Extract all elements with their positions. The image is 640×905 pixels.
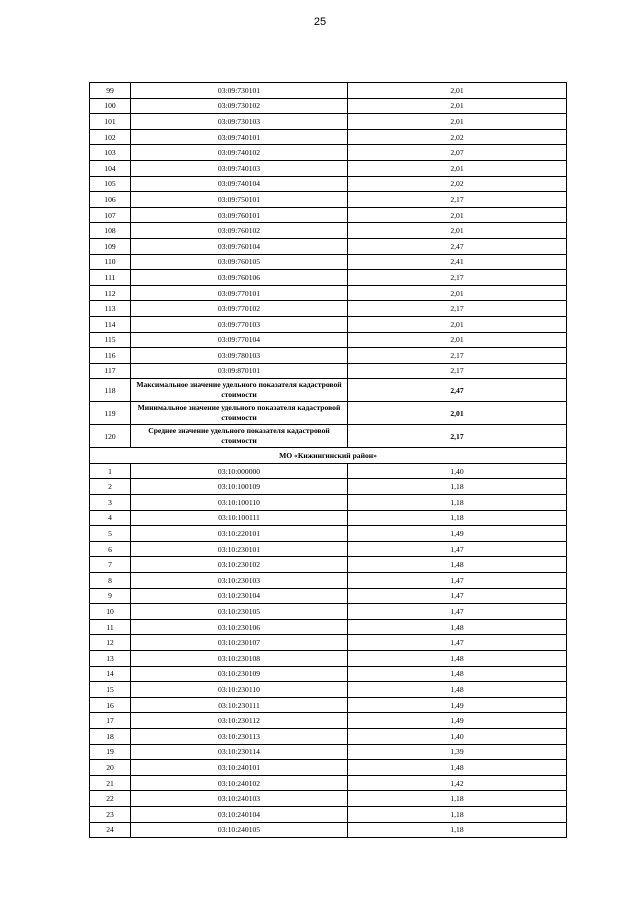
- cadastral-quarter: 03:10:240101: [131, 760, 348, 776]
- row-number: 114: [90, 316, 131, 332]
- specific-value: 1,47: [348, 588, 567, 604]
- row-number: 13: [90, 651, 131, 667]
- table-row: [90, 775, 567, 791]
- row-number: 20: [90, 760, 131, 776]
- row-number: 21: [90, 775, 131, 791]
- cadastral-quarter: 03:09:770101: [131, 285, 348, 301]
- page-number: 25: [313, 16, 327, 28]
- specific-value: 1,18: [348, 822, 567, 838]
- specific-value: 1,48: [348, 619, 567, 635]
- table-row: [90, 98, 567, 114]
- table-row: [90, 463, 567, 479]
- table-row: [90, 541, 567, 557]
- table-row: [90, 557, 567, 573]
- row-number: 18: [90, 728, 131, 744]
- cadastral-quarter: 03:09:740101: [131, 129, 348, 145]
- table-row: [90, 114, 567, 130]
- row-number: 11: [90, 619, 131, 635]
- specific-value: 1,49: [348, 713, 567, 729]
- specific-value: 1,18: [348, 495, 567, 511]
- table-row: [90, 270, 567, 286]
- table-row: [90, 495, 567, 511]
- table-row: [90, 713, 567, 729]
- section-title: МО «Кижингинский район»: [90, 448, 567, 464]
- table-row: [90, 285, 567, 301]
- specific-value: 2,17: [348, 192, 567, 208]
- specific-value: 2,01: [348, 223, 567, 239]
- specific-value: 1,48: [348, 666, 567, 682]
- summary-label: Минимальное значение удельного показателя кадастровой стоимости: [131, 402, 348, 425]
- specific-value: 2,47: [348, 238, 567, 254]
- specific-value: 2,01: [348, 114, 567, 130]
- row-number: 115: [90, 332, 131, 348]
- row-number: 113: [90, 301, 131, 317]
- row-number: 19: [90, 744, 131, 760]
- table-row: [90, 479, 567, 495]
- table-row: [90, 363, 567, 379]
- summary-rows: [90, 379, 567, 448]
- row-number: 22: [90, 791, 131, 807]
- specific-value: 2,01: [348, 402, 567, 425]
- table-row: [90, 510, 567, 526]
- cadastral-quarter: 03:10:230111: [131, 697, 348, 713]
- row-number: 117: [90, 363, 131, 379]
- row-number: 110: [90, 254, 131, 270]
- cadastral-quarter: 03:10:100110: [131, 495, 348, 511]
- row-number: 108: [90, 223, 131, 239]
- row-number: 1: [90, 463, 131, 479]
- specific-value: 2,02: [348, 176, 567, 192]
- cadastral-quarter: 03:09:740102: [131, 145, 348, 161]
- table-row: [90, 425, 567, 448]
- row-number: 120: [90, 425, 131, 448]
- specific-value: 1,42: [348, 775, 567, 791]
- cadastral-quarter: 03:10:230107: [131, 635, 348, 651]
- cadastral-quarter: 03:10:240103: [131, 791, 348, 807]
- summary-label: Среднее значение удельного показателя кадастровой стоимости: [131, 425, 348, 448]
- table-row: [90, 619, 567, 635]
- table-row: [90, 254, 567, 270]
- row-number: 100: [90, 98, 131, 114]
- specific-value: 1,18: [348, 479, 567, 495]
- row-number: 10: [90, 604, 131, 620]
- cadastral-quarter: 03:09:780103: [131, 348, 348, 364]
- row-number: 16: [90, 697, 131, 713]
- specific-value: 2,01: [348, 207, 567, 223]
- specific-value: 1,47: [348, 635, 567, 651]
- specific-value: 1,47: [348, 541, 567, 557]
- row-number: 14: [90, 666, 131, 682]
- row-number: 4: [90, 510, 131, 526]
- cadastral-value-table: [89, 82, 567, 838]
- row-number: 101: [90, 114, 131, 130]
- cadastral-quarter: 03:09:750101: [131, 192, 348, 208]
- table-row: [90, 301, 567, 317]
- table-row: [90, 635, 567, 651]
- specific-value: 2,17: [348, 363, 567, 379]
- cadastral-quarter: 03:10:100111: [131, 510, 348, 526]
- row-number: 105: [90, 176, 131, 192]
- row-number: 103: [90, 145, 131, 161]
- row-number: 24: [90, 822, 131, 838]
- table-body-part-a: [90, 83, 567, 379]
- cadastral-quarter: 03:10:220101: [131, 526, 348, 542]
- row-number: 5: [90, 526, 131, 542]
- specific-value: 1,48: [348, 557, 567, 573]
- table-row: [90, 223, 567, 239]
- table-row: [90, 192, 567, 208]
- cadastral-quarter: 03:10:230112: [131, 713, 348, 729]
- row-number: 111: [90, 270, 131, 286]
- section-row: [90, 448, 567, 464]
- cadastral-quarter: 03:09:760104: [131, 238, 348, 254]
- row-number: 2: [90, 479, 131, 495]
- cadastral-quarter: 03:09:870101: [131, 363, 348, 379]
- cadastral-quarter: 03:10:230106: [131, 619, 348, 635]
- cadastral-quarter: 03:10:230101: [131, 541, 348, 557]
- specific-value: 1,18: [348, 806, 567, 822]
- cadastral-quarter: 03:10:230103: [131, 573, 348, 589]
- table-row: [90, 588, 567, 604]
- table-row: [90, 129, 567, 145]
- cadastral-quarter: 03:10:000000: [131, 463, 348, 479]
- table-row: [90, 791, 567, 807]
- specific-value: 1,49: [348, 697, 567, 713]
- specific-value: 2,07: [348, 145, 567, 161]
- table-row: [90, 682, 567, 698]
- row-number: 119: [90, 402, 131, 425]
- specific-value: 2,17: [348, 301, 567, 317]
- specific-value: 2,01: [348, 98, 567, 114]
- row-number: 9: [90, 588, 131, 604]
- table-row: [90, 697, 567, 713]
- cadastral-quarter: 03:10:230105: [131, 604, 348, 620]
- specific-value: 2,17: [348, 425, 567, 448]
- row-number: 12: [90, 635, 131, 651]
- row-number: 17: [90, 713, 131, 729]
- specific-value: 2,47: [348, 379, 567, 402]
- specific-value: 2,01: [348, 316, 567, 332]
- cadastral-quarter: 03:09:760105: [131, 254, 348, 270]
- cadastral-quarter: 03:10:100109: [131, 479, 348, 495]
- table-row: [90, 806, 567, 822]
- table-body-part-b: [90, 463, 567, 837]
- specific-value: 2,01: [348, 83, 567, 99]
- row-number: 23: [90, 806, 131, 822]
- cadastral-quarter: 03:10:240102: [131, 775, 348, 791]
- specific-value: 2,41: [348, 254, 567, 270]
- table-row: [90, 176, 567, 192]
- specific-value: 1,47: [348, 604, 567, 620]
- table-row: [90, 238, 567, 254]
- specific-value: 1,48: [348, 651, 567, 667]
- cadastral-quarter: 03:09:730103: [131, 114, 348, 130]
- table-row: [90, 402, 567, 425]
- cadastral-quarter: 03:09:730101: [131, 83, 348, 99]
- specific-value: 1,18: [348, 791, 567, 807]
- table-row: [90, 160, 567, 176]
- cadastral-quarter: 03:10:240104: [131, 806, 348, 822]
- row-number: 15: [90, 682, 131, 698]
- table-row: [90, 573, 567, 589]
- cadastral-quarter: 03:10:230104: [131, 588, 348, 604]
- section-header: [90, 448, 567, 464]
- table-row: [90, 666, 567, 682]
- table-row: [90, 316, 567, 332]
- table-row: [90, 651, 567, 667]
- row-number: 107: [90, 207, 131, 223]
- cadastral-quarter: 03:10:240105: [131, 822, 348, 838]
- cadastral-quarter: 03:09:770102: [131, 301, 348, 317]
- cadastral-quarter: 03:10:230113: [131, 728, 348, 744]
- table-row: [90, 760, 567, 776]
- cadastral-quarter: 03:10:230110: [131, 682, 348, 698]
- table-row: [90, 83, 567, 99]
- specific-value: 1,39: [348, 744, 567, 760]
- row-number: 102: [90, 129, 131, 145]
- specific-value: 1,40: [348, 463, 567, 479]
- table-row: [90, 145, 567, 161]
- specific-value: 2,17: [348, 348, 567, 364]
- cadastral-quarter: 03:10:230109: [131, 666, 348, 682]
- summary-label: Максимальное значение удельного показателя кадастровой стоимости: [131, 379, 348, 402]
- table-row: [90, 744, 567, 760]
- table-row: [90, 604, 567, 620]
- table-row: [90, 526, 567, 542]
- row-number: 6: [90, 541, 131, 557]
- table-row: [90, 348, 567, 364]
- cadastral-quarter: 03:10:230108: [131, 651, 348, 667]
- row-number: 3: [90, 495, 131, 511]
- row-number: 109: [90, 238, 131, 254]
- row-number: 112: [90, 285, 131, 301]
- cadastral-quarter: 03:09:740104: [131, 176, 348, 192]
- table-row: [90, 207, 567, 223]
- specific-value: 2,17: [348, 270, 567, 286]
- table-row: [90, 728, 567, 744]
- specific-value: 1,49: [348, 526, 567, 542]
- specific-value: 1,48: [348, 760, 567, 776]
- cadastral-quarter: 03:09:760106: [131, 270, 348, 286]
- specific-value: 1,40: [348, 728, 567, 744]
- cadastral-quarter: 03:09:770103: [131, 316, 348, 332]
- specific-value: 2,01: [348, 160, 567, 176]
- row-number: 118: [90, 379, 131, 402]
- specific-value: 1,18: [348, 510, 567, 526]
- specific-value: 2,01: [348, 285, 567, 301]
- table-row: [90, 379, 567, 402]
- row-number: 7: [90, 557, 131, 573]
- specific-value: 1,48: [348, 682, 567, 698]
- cadastral-quarter: 03:09:740103: [131, 160, 348, 176]
- table-row: [90, 332, 567, 348]
- cadastral-quarter: 03:09:760102: [131, 223, 348, 239]
- row-number: 106: [90, 192, 131, 208]
- row-number: 8: [90, 573, 131, 589]
- specific-value: 2,02: [348, 129, 567, 145]
- specific-value: 2,01: [348, 332, 567, 348]
- cadastral-quarter: 03:10:230114: [131, 744, 348, 760]
- cadastral-quarter: 03:10:230102: [131, 557, 348, 573]
- specific-value: 1,47: [348, 573, 567, 589]
- cadastral-quarter: 03:09:730102: [131, 98, 348, 114]
- row-number: 99: [90, 83, 131, 99]
- row-number: 116: [90, 348, 131, 364]
- row-number: 104: [90, 160, 131, 176]
- table-row: [90, 822, 567, 838]
- cadastral-quarter: 03:09:770104: [131, 332, 348, 348]
- cadastral-quarter: 03:09:760101: [131, 207, 348, 223]
